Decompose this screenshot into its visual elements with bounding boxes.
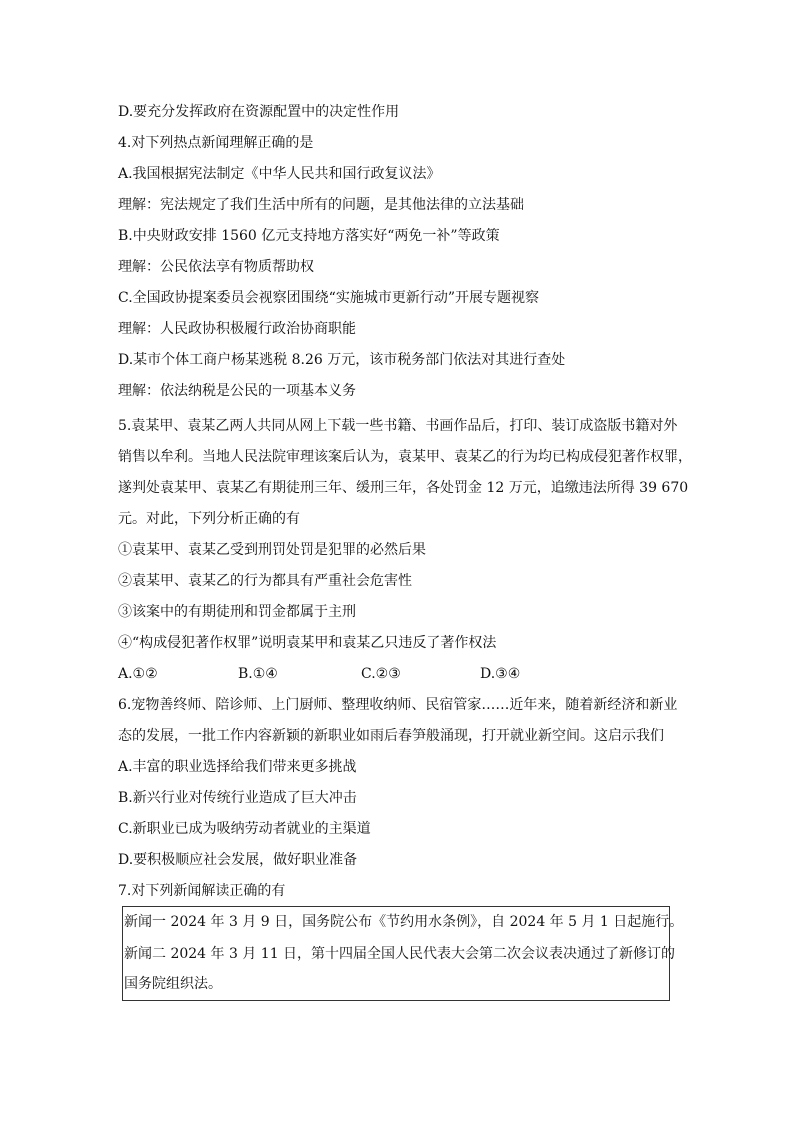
q7-news-2-line-1: 新闻二 2024 年 3 月 11 日，第十四届全国人民代表大会第二次会议表决通过了新修订的 bbox=[124, 946, 676, 962]
q4-option-a-note: 理解：宪法规定了我们生活中所有的问题，是其他法律的立法基础 bbox=[118, 197, 524, 213]
q5-stem-line-4: 元。对此，下列分析正确的有 bbox=[118, 511, 300, 527]
q6-option-b: B.新兴行业对传统行业造成了巨大冲击 bbox=[118, 790, 357, 806]
q5-option-b: B.①④ bbox=[238, 666, 278, 682]
q7-news-box bbox=[122, 906, 684, 1001]
q5-stem-line-1: 5.袁某甲、袁某乙两人共同从网上下载一些书籍、书画作品后，打印、装订成盗版书籍对外 bbox=[118, 418, 678, 434]
q5-option-d: D.③④ bbox=[480, 666, 521, 682]
q6-stem-line-1: 6.宠物善终师、陪诊师、上门厨师、整理收纳师、民宿管家……近年来，随着新经济和新业 bbox=[118, 697, 678, 713]
q6-option-c: C.新职业已成为吸纳劳动者就业的主渠道 bbox=[118, 821, 371, 837]
q4-option-d: D.某市个体工商户杨某逃税 8.26 万元，该市税务部门依法对其进行查处 bbox=[118, 352, 566, 368]
q7-stem: 7.对下列新闻解读正确的有 bbox=[118, 883, 286, 899]
q5-stem-line-2: 销售以牟利。当地人民法院审理该案后认为，袁某甲、袁某乙的行为均已构成侵犯著作权罪， bbox=[118, 449, 692, 465]
q6-option-a: A.丰富的职业选择给我们带来更多挑战 bbox=[118, 759, 357, 775]
q4-option-c-note: 理解：人民政协积极履行政治协商职能 bbox=[118, 321, 356, 337]
q5-statement-4: ④“构成侵犯著作权罪”说明袁某甲和袁某乙只违反了著作权法 bbox=[118, 635, 497, 651]
q5-statement-1: ①袁某甲、袁某乙受到刑罚处罚是犯罪的必然后果 bbox=[118, 542, 426, 558]
q4-option-c: C.全国政协提案委员会视察团围绕“实施城市更新行动”开展专题视察 bbox=[118, 290, 539, 306]
q3-option-d: D.要充分发挥政府在资源配置中的决定性作用 bbox=[118, 104, 400, 120]
q6-stem-line-2: 态的发展，一批工作内容新颖的新职业如雨后春笋般涌现，打开就业新空间。这启示我们 bbox=[118, 728, 664, 744]
q7-news-2-line-2: 国务院组织法。 bbox=[124, 976, 222, 992]
q4-stem: 4.对下列热点新闻理解正确的是 bbox=[118, 135, 314, 151]
q4-option-d-note: 理解：依法纳税是公民的一项基本义务 bbox=[118, 383, 356, 399]
q5-option-a: A.①② bbox=[118, 666, 158, 682]
q6-option-d: D.要积极顺应社会发展，做好职业准备 bbox=[118, 852, 358, 868]
q4-option-b: B.中央财政安排 1560 亿元支持地方落实好“两免一补”等政策 bbox=[118, 228, 500, 244]
q4-option-b-note: 理解：公民依法享有物质帮助权 bbox=[118, 259, 314, 275]
q5-option-c: C.②③ bbox=[361, 666, 401, 682]
q7-news-1: 新闻一 2024 年 3 月 9 日，国务院公布《节约用水条例》，自 2024 年 5 月 1 日起施行。 bbox=[124, 914, 684, 930]
q5-stem-line-3: 遂判处袁某甲、袁某乙有期徒刑三年、缓刑三年，各处罚金 12 万元，追缴违法所得 39 670 bbox=[118, 480, 689, 496]
q5-statement-2: ②袁某甲、袁某乙的行为都具有严重社会危害性 bbox=[118, 573, 412, 589]
q4-option-a: A.我国根据宪法制定《中华人民共和国行政复议法》 bbox=[118, 166, 441, 182]
q5-statement-3: ③该案中的有期徒刑和罚金都属于主刑 bbox=[118, 604, 356, 620]
